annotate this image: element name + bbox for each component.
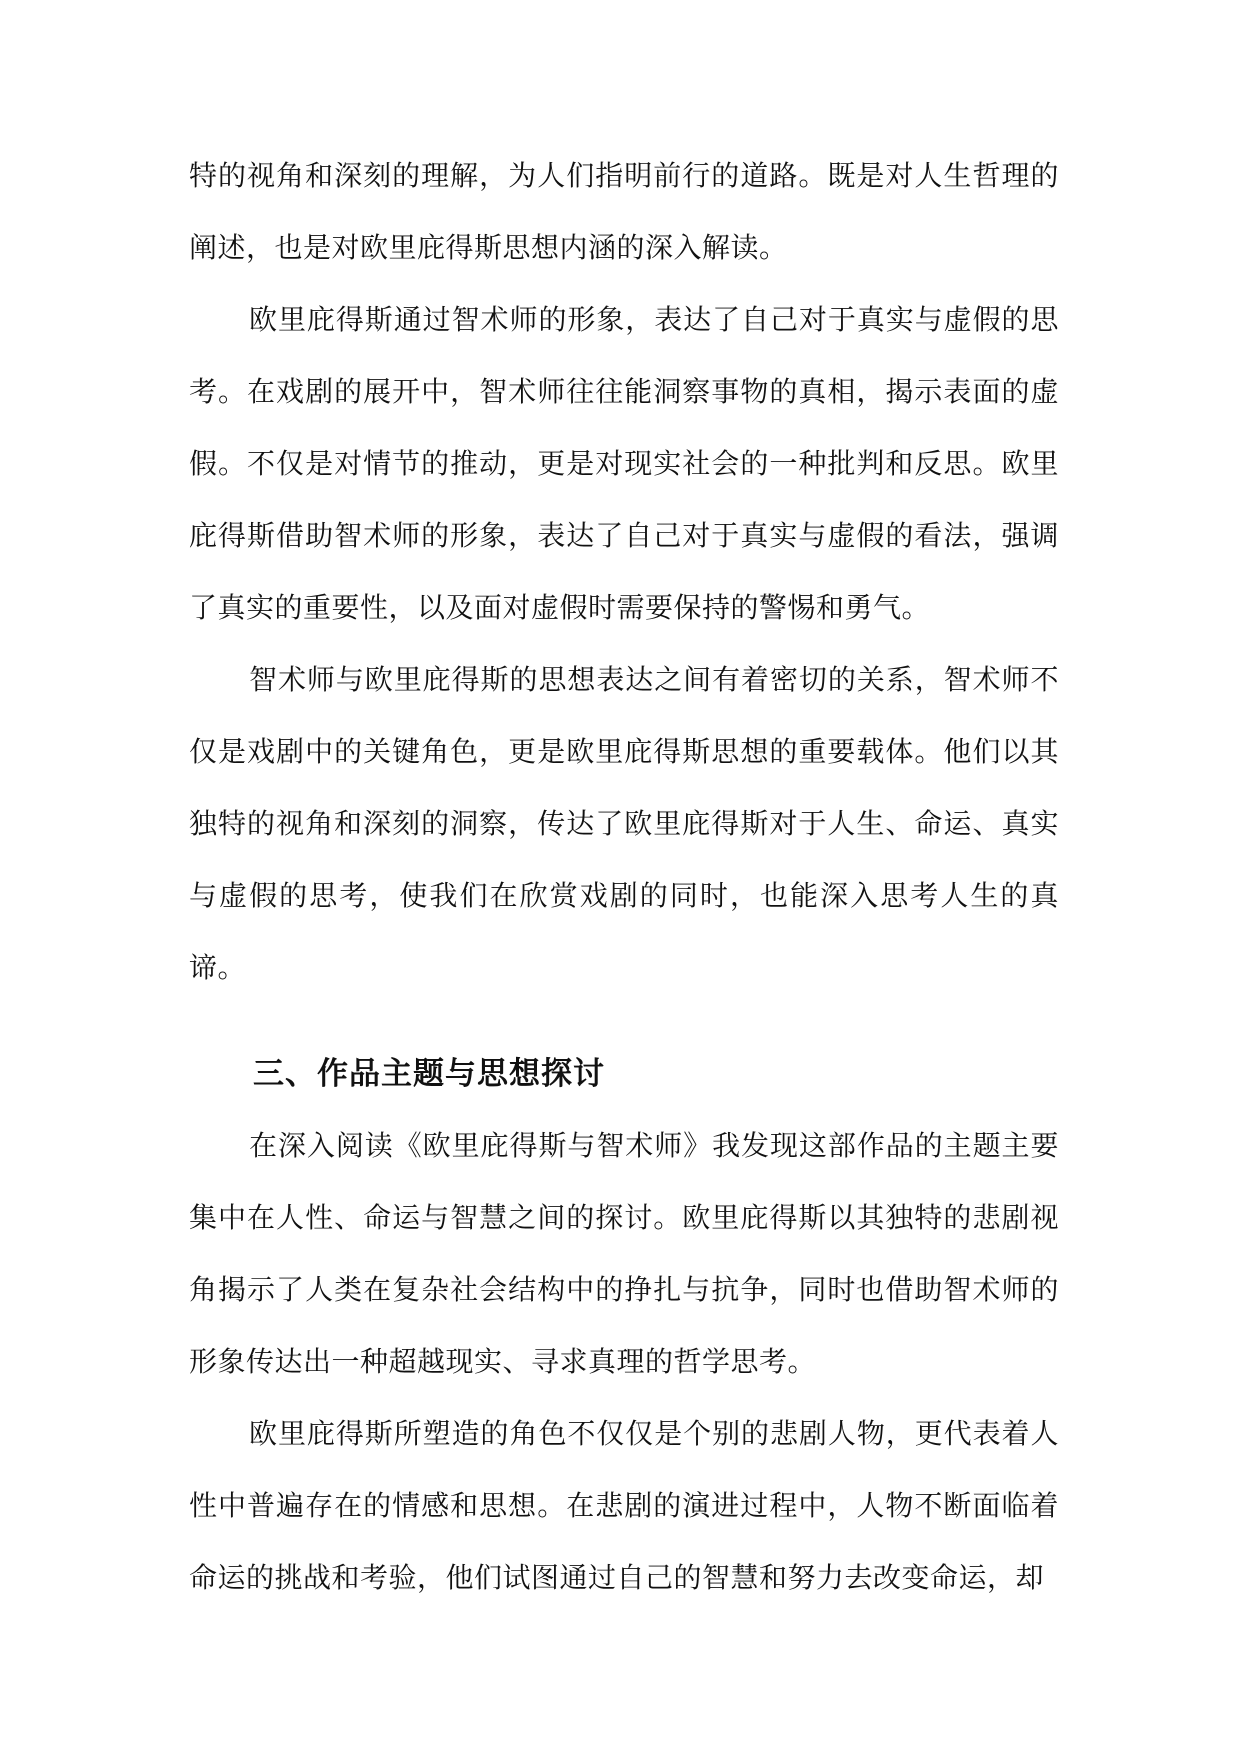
paragraph-characters: 欧里庇得斯所塑造的角色不仅仅是个别的悲剧人物，更代表着人性中普遍存在的情感和思想。在悲剧的演进过程中，人物不断面临着命运的挑战和考验，他们试图通过自己的智慧和努力去改变命运，却 xyxy=(189,1417,1059,1594)
document-body xyxy=(189,140,1059,1614)
paragraph-continuation: 特的视角和深刻的理解，为人们指明前行的道路。既是对人生哲理的阐述，也是对欧里庇得斯思想内涵的深入解读。 xyxy=(189,159,1059,264)
section-heading: 三、作品主题与思想探讨 xyxy=(253,1056,605,1092)
paragraph-sophist-relationship: 智术师与欧里庇得斯的思想表达之间有着密切的关系，智术师不仅是戏剧中的关键角色，更是欧里庇得斯思想的重要载体。他们以其独特的视角和深刻的洞察，传达了欧里庇得斯对于人生、命运、真实与虚假的思考，使我们在欣赏戏剧的同时，也能深入思考人生的真谛。 xyxy=(189,663,1059,984)
paragraph-truth-falsehood: 欧里庇得斯通过智术师的形象，表达了自己对于真实与虚假的思考。在戏剧的展开中，智术师往往能洞察事物的真相，揭示表面的虚假。不仅是对情节的推动，更是对现实社会的一种批判和反思。欧里庇得斯借助智术师的形象，表达了自己对于真实与虚假的看法，强调了真实的重要性，以及面对虚假时需要保持的警惕和勇气。 xyxy=(189,303,1059,624)
paragraph-theme-overview: 在深入阅读《欧里庇得斯与智术师》我发现这部作品的主题主要集中在人性、命运与智慧之间的探讨。欧里庇得斯以其独特的悲剧视角揭示了人类在复杂社会结构中的挣扎与抗争，同时也借助智术师的形象传达出一种超越现实、寻求真理的哲学思考。 xyxy=(189,1129,1059,1378)
